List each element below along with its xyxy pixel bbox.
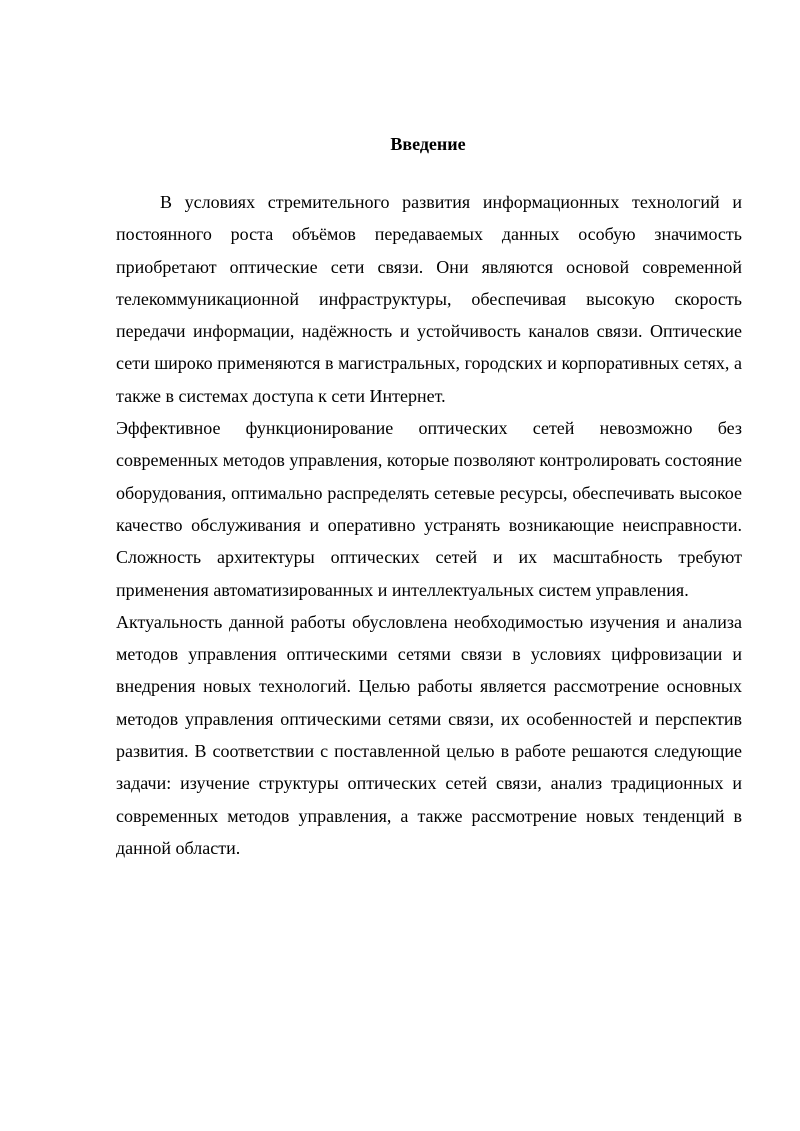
paragraph-intro: В условиях стремительного развития информационных технологий и постоянного роста объёмов передаваемых данных особую значимость приобретают оптические сети связи. Они являются основой современной телекоммуникационной инфраструктуры, обеспечивая высокую скорость передачи информации, надёжность и устойчивость каналов связи. Оптические сети широко применяются в магистральных, городских и корпоративных сетях, а также в системах доступа к сети Интернет.	[116, 192, 742, 406]
page-title: Введение	[390, 134, 466, 154]
paragraph-management: Эффективное функционирование оптических сетей невозможно без современных методов управления, которые позволяют контролировать состояние оборудования, оптимально распределять сетевые ресурсы, обеспечивать высокое качество обслуживания и оперативно устранять возникающие неисправности. Сложность архитектуры оптических сетей и их масштабность требуют применения автоматизированных и интеллектуальных систем управления.	[116, 418, 742, 600]
document-body	[116, 186, 742, 864]
paragraph-relevance: Актуальность данной работы обусловлена необходимостью изучения и анализа методов управления оптическими сетями связи в условиях цифровизации и внедрения новых технологий. Целью работы является рассмотрение основных методов управления оптическими сетями связи, их особенностей и перспектив развития. В соответствии с поставленной целью в работе решаются следующие задачи: изучение структуры оптических сетей связи, анализ традиционных и современных методов управления, а также рассмотрение новых тенденций в данной области.	[116, 611, 742, 858]
